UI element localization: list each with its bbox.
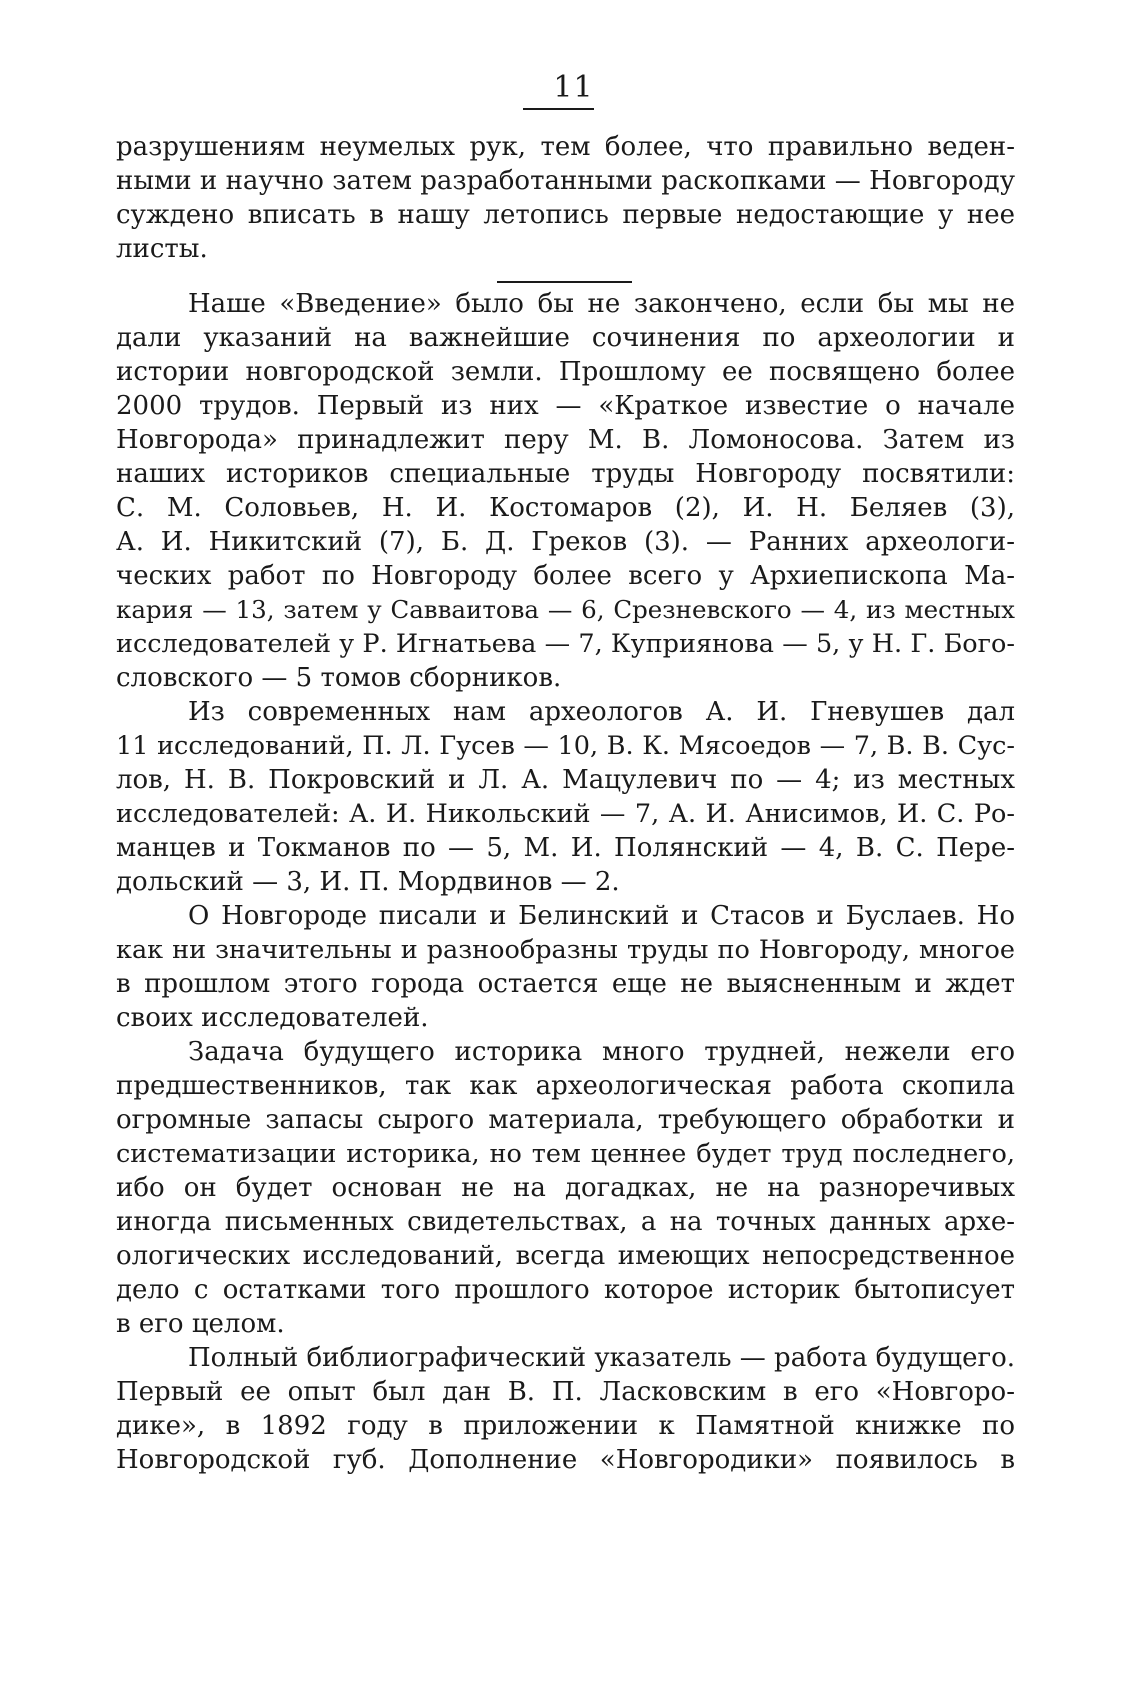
text-line: иногда письменных свидетельствах, а на точных данных архе- bbox=[116, 1207, 1015, 1237]
text-line: кария — 13, затем у Савваитова — 6, Срезневского — 4, из местных bbox=[116, 595, 1015, 624]
text-line: ологических исследований, всегда имеющих непосредственное bbox=[116, 1241, 1015, 1271]
text-line: в его целом. bbox=[116, 1309, 285, 1339]
text-line: Новгородской губ. Дополнение «Новгородики» появилось в bbox=[116, 1445, 1015, 1475]
text-line: как ни значительны и разнообразны труды по Новгороду, многое bbox=[116, 935, 1015, 965]
page-number-underline bbox=[523, 108, 594, 110]
text-line: Новгорода» принадлежит перу М. В. Ломоносова. Затем из bbox=[116, 425, 1015, 455]
text-line: 2000 трудов. Первый из них — «Краткое известие о начале bbox=[116, 391, 1015, 421]
text-line: дали указаний на важнейшие сочинения по археологии и bbox=[116, 323, 1015, 353]
text-line: О Новгороде писали и Белинский и Стасов и Буслаев. Но bbox=[188, 901, 1015, 931]
text-line: в прошлом этого города остается еще не выясненным и ждет bbox=[116, 969, 1015, 999]
text-line: Полный библиографический указатель — работа будущего. bbox=[188, 1343, 1016, 1373]
paragraph-modern-archaeologists bbox=[116, 695, 1015, 899]
text-line: дело с остатками того прошлого которое историк бытописует bbox=[116, 1275, 1015, 1305]
text-line: Наше «Введение» было бы не закончено, если бы мы не bbox=[188, 289, 1015, 319]
section-divider bbox=[497, 281, 632, 283]
text-line: огромные запасы сырого материала, требующего обработки и bbox=[116, 1105, 1015, 1135]
paragraph-bibliography bbox=[116, 1341, 1015, 1477]
paragraph-writers bbox=[116, 899, 1015, 1035]
text-line: наших историков специальные труды Новгороду посвятили: bbox=[116, 459, 1015, 489]
page-number: 11 bbox=[553, 70, 594, 105]
text-line: Из современных нам археологов А. И. Гневушев дал bbox=[188, 697, 1015, 727]
text-line: исследователей у Р. Игнатьева — 7, Куприянова — 5, у Н. Г. Бого- bbox=[116, 629, 1015, 659]
text-line: дике», в 1892 году в приложении к Памятной книжке по bbox=[116, 1411, 1015, 1441]
text-line: Первый ее опыт был дан В. П. Ласковским в его «Новгоро- bbox=[116, 1377, 1015, 1407]
text-line: ибо он будет основан не на догадках, не на разноречивых bbox=[116, 1173, 1015, 1203]
text-line: ными и научно затем разработанными раскопками — Новгороду bbox=[116, 166, 1015, 196]
text-line: ческих работ по Новгороду более всего у Архиепископа Ма- bbox=[116, 561, 1015, 591]
text-line: 11 исследований, П. Л. Гусев — 10, В. К. Мясоедов — 7, В. В. Сус- bbox=[116, 731, 1015, 761]
text-line: своих исследователей. bbox=[116, 1003, 429, 1033]
text-line: манцев и Токманов по — 5, М. И. Полянский — 4, В. С. Пере- bbox=[116, 833, 1015, 863]
paragraph-future-historian bbox=[116, 1035, 1015, 1341]
text-line: А. И. Никитский (7), Б. Д. Греков (3). — Ранних археологи- bbox=[116, 527, 1015, 557]
text-line: Задача будущего историка много трудней, нежели его bbox=[188, 1037, 1015, 1067]
paragraph-continuation bbox=[116, 130, 1015, 266]
text-line: систематизации историка, но тем ценнее будет труд последнего, bbox=[116, 1139, 1015, 1169]
text-line: исследователей: А. И. Никольский — 7, А. И. Анисимов, И. С. Ро- bbox=[116, 799, 1015, 829]
text-line: листы. bbox=[116, 234, 208, 264]
text-line: С. М. Соловьев, Н. И. Костомаров (2), И. Н. Беляев (3), bbox=[116, 493, 1015, 523]
text-line: лов, Н. В. Покровский и Л. А. Мацулевич по — 4; из местных bbox=[116, 765, 1015, 795]
text-line: разрушениям неумелых рук, тем более, что правильно веден- bbox=[116, 132, 1015, 162]
text-line: дольский — 3, И. П. Мордвинов — 2. bbox=[116, 867, 620, 897]
text-line: предшественников, так как археологическая работа скопила bbox=[116, 1071, 1015, 1101]
text-line: истории новгородской земли. Прошлому ее посвящено более bbox=[116, 357, 1015, 387]
paragraph-introduction bbox=[116, 287, 1015, 695]
text-line: суждено вписать в нашу летопись первые недостающие у нее bbox=[116, 200, 1015, 230]
text-line: словского — 5 томов сборников. bbox=[116, 663, 562, 693]
